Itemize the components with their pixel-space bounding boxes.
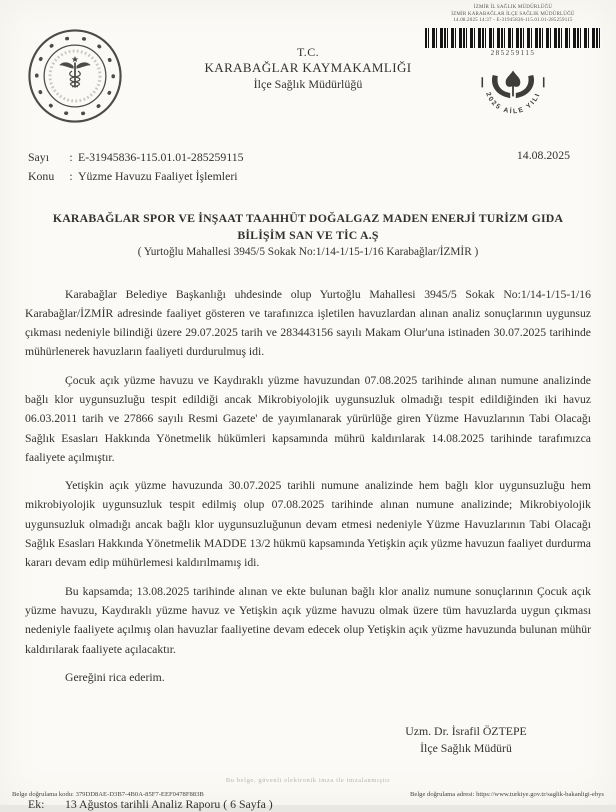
family-year-text: 2025 AİLE YILI [484,90,542,115]
document-meta [0,148,616,186]
signature-block [356,723,576,757]
barcode-image [425,28,601,48]
barcode-number: 285259115 [490,48,536,57]
sayi-colon: : [69,150,73,164]
verification-footer [12,791,604,798]
sayi-label: Sayı [28,150,49,164]
paragraph-4: Bu kapsamda; 13.08.2025 tarihinde alınan ve ekte bulunan bağlı klor analiz numune sonuçlarının Çocuk açık yüzme havuzu, Kaydıraklı yüzme havuz ve Yetişkin açık yüzme havuzu olmak üzere tüm havuzlarda uygun çıkması nedeniyle faaliyete açılmış olan havuzlar faaliyetine devam edecek olup Yetişkin açık yüzme havuzunda bulunan mühür kaldırılarak faaliyete açılacaktır. [25,584,591,656]
paragraph-1: Karabağlar Belediye Başkanlığı uhdesinde olup Yurtoğlu Mahallesi 3945/5 Sokak No:1/14-1/15-1/16 Karabağlar/İZMİR adresinde faaliyet gösteren ve tarafınızca işletilen havuzlardan alınan analiz sonuçlarının uygunsuz çıkması nedeniyle bilindiği üzere 29.07.2025 tarih ve 283443156 sayılı Makam Olur'una istinaden 30.07.2025 tarihinde mühürlenerek havuzların faaliyeti durdurulmuş idi. [25,287,591,359]
letter-body [25,285,591,688]
verification-code-label: Belge doğrulama kodu: [12,791,74,798]
verification-address-label: Belge doğrulama adresi: [410,791,475,798]
verification-address [410,791,604,798]
authority-title: KARABAĞLAR KAYMAKAMLIĞI [204,60,412,75]
signer-name: Uzm. Dr. İsrafil ÖZTEPE [405,724,527,739]
konu-label: Konu [28,169,55,183]
recipient-name-line-1: KARABAĞLAR SPOR VE İNŞAAT TAAHHÜT DOĞALGAZ MADEN ENERJİ TURİZM GIDA [52,211,564,225]
tc-label: T.C. [296,45,320,59]
konu-value: Yüzme Havuzu Faaliyet İşlemleri [78,169,238,183]
recipient-address: ( Yurtoğlu Mahallesi 3945/5 Sokak No:1/14-1/15-1/16 Karabağlar/İZMİR ) [137,246,479,258]
family-year-2025-logo-icon [418,57,608,125]
paragraph-2: Çocuk açık yüzme havuzu ve Kaydıraklı yüzme havuzundan 07.08.2025 tarihinde alınan numune analizinde bağlı klor uygunsuzluğu tespit edildiği ancak Mikrobiyolojik uygunsuzluk olmadığı tespit edildiğinden iki havuz 06.03.2011 tarih ve 27866 sayılı Resmi Gazete' de yayımlanarak yürürlüğe giren Yüzme Havuzlarının Tabi Olacağı Sağlık Esasları Hakkında Yönetmelik hükümleri kapsamında mührü kaldırılarak 14.08.2025 tarihinde tarafımızca faaliyete açılmıştır. [25,373,591,464]
registry-block [418,5,608,125]
registry-line-3: 14.08.2025 14:37 - E-31945836-115.01.01-285259115 [453,18,573,23]
recipient-name-line-2: BİLİŞİM SAN VE TİC A.Ş [237,227,379,242]
verification-code-value: 379DD8AE-D3B7-4B0A-85F7-EEF0478F883B [75,791,204,798]
attachment-value: 13 Ağustos tarihli Analiz Raporu ( 6 Sayfa ) [64,797,273,812]
esignature-note: Bu belge, güvenli elektronik imza ile imzalanmıştır [225,777,391,784]
recipient-block [0,210,616,261]
sayi-value: E-31945836-115.01.01-285259115 [78,150,244,164]
attachment-label: Ek: [28,797,45,812]
verification-address-value: https://www.turkiye.gov.tr/saglik-bakanligi-ebys [476,791,604,798]
letterhead [0,0,616,140]
closing-phrase: Gereğini rica ederim. [65,670,165,684]
document-date: 14.08.2025 [516,148,570,162]
konu-colon: : [69,169,73,183]
verification-code [12,791,204,798]
office-subtitle: İlçe Sağlık Müdürlüğü [253,77,363,91]
paragraph-3: Yetişkin açık yüzme havuzunda 30.07.2025 tarihli numune analizinde hem bağlı klor uygunsuzluğu hem mikrobiyolojik uygunsuzluk tespit edilmiş olup 07.08.2025 tarihinde alınan numune analizinde; Mikrobiyolojik uygunsuzluk olmadığı ancak bağlı klor uygunsuzluğunun devam etmesi nedeniyle Yüzme Havuzlarının Tabi Olacağı Sağlık Esasları Hakkında Yönetmelik MADDE 13/2 hükmü kapsamında Yetişkin açık yüzme havuzun faaliyet durdurma kararı devam edip mühürlemesi kaldırılmamış idi. [25,479,591,570]
registry-line-2: İZMİR KARABAĞLAR İLÇE SAĞLIK MÜDÜRLÜĞÜ [451,11,575,17]
registry-line-1: İZMİR İL SAĞLIK MÜDÜRLÜĞÜ [473,5,553,10]
signer-title: İlçe Sağlık Müdürü [420,741,512,756]
konu-row [28,167,616,186]
